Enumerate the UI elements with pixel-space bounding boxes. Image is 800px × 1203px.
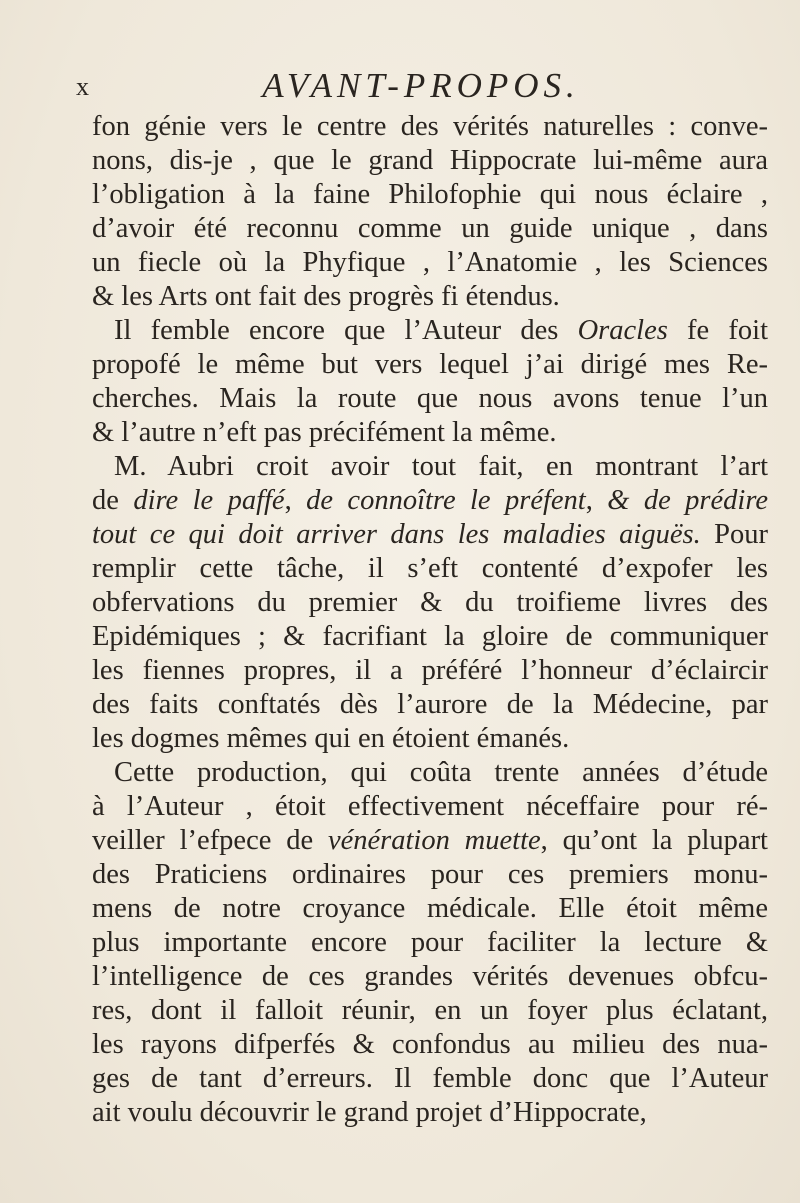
- page-number: x: [76, 72, 90, 101]
- text-span: veiller l’efpece de: [92, 825, 328, 856]
- text-line: [92, 960, 768, 994]
- text-line: [92, 722, 768, 756]
- text-span: ,: [585, 485, 608, 516]
- text-line: [92, 892, 768, 926]
- text-line: [92, 858, 768, 892]
- text-span: Cette production, qui coûta trente années d’étude: [114, 757, 768, 788]
- text-span: res, dont il falloit réunir, en un foyer plus éclatant,: [92, 995, 768, 1026]
- text-span: Il femble encore que l’Auteur des: [114, 315, 578, 346]
- text-line: [92, 756, 768, 790]
- text-span: propofé le même but vers lequel j’ai dirigé mes Re-: [92, 349, 768, 380]
- italic-text: vénération muette: [327, 825, 541, 856]
- text-span: d’avoir été reconnu comme un guide unique , dans: [92, 213, 768, 244]
- text-line: [92, 348, 768, 382]
- text-line: [92, 416, 768, 450]
- text-span: & l’autre n’eft pas précifément la même.: [92, 417, 557, 448]
- text-span: mens de notre croyance médicale. Elle étoit même: [92, 893, 768, 924]
- text-span: remplir cette tâche, il s’eft contenté d’expofer les: [92, 553, 768, 584]
- running-title: AVANT-PROPOS.: [262, 66, 580, 105]
- text-line: [92, 688, 768, 722]
- text-line: [92, 144, 768, 178]
- text-span: plus importante encore pour faciliter la lecture &: [92, 927, 768, 958]
- text-span: de: [92, 485, 134, 516]
- italic-text: tout ce qui doit arriver dans les maladies aiguës.: [92, 519, 701, 550]
- text-span: cherches. Mais la route que nous avons tenue l’un: [92, 383, 768, 414]
- text-span: & les Arts ont fait des progrès fi étendus.: [92, 281, 560, 312]
- text-line: [92, 586, 768, 620]
- text-span: l’obligation à la faine Philofophie qui nous éclaire ,: [92, 179, 768, 210]
- text-line: [92, 790, 768, 824]
- text-span: ait voulu découvrir le grand projet d’Hippocrate,: [92, 1097, 647, 1128]
- page-header: [76, 66, 766, 110]
- text-line: [92, 620, 768, 654]
- text-span: ges de tant d’erreurs. Il femble donc que l’Auteur: [92, 1063, 768, 1094]
- italic-text: & de prédire: [607, 485, 769, 516]
- text-line: [92, 314, 768, 348]
- text-span: fon génie vers le centre des vérités naturelles : conve-: [92, 111, 768, 142]
- italic-text: dire le paffé: [133, 485, 285, 516]
- body-text: [92, 110, 768, 1130]
- text-span: M. Aubri croit avoir tout fait, en montrant l’art: [114, 451, 768, 482]
- text-span: les dogmes mêmes qui en étoient émanés.: [92, 723, 570, 754]
- text-span: un fiecle où la Phyfique , l’Anatomie , les Sciences: [92, 247, 768, 278]
- text-span: les rayons difperfés & confondus au milieu des nua-: [92, 1029, 768, 1060]
- text-line: [92, 1062, 768, 1096]
- text-span: des Praticiens ordinaires pour ces premiers monu-: [92, 859, 768, 890]
- text-span: à l’Auteur , étoit effectivement néceffaire pour ré-: [92, 791, 768, 822]
- text-span: obfervations du premier & du troifieme livres des: [92, 587, 768, 618]
- text-line: [92, 994, 768, 1028]
- text-span: , qu’ont la plupart: [540, 825, 768, 856]
- text-span: ,: [284, 485, 307, 516]
- text-line: [92, 178, 768, 212]
- text-line: [92, 280, 768, 314]
- text-line: [92, 654, 768, 688]
- text-span: Epidémiques ; & facrifiant la gloire de communiquer: [92, 621, 768, 652]
- text-line: [92, 552, 768, 586]
- text-line: [92, 926, 768, 960]
- text-line: [92, 1096, 768, 1130]
- italic-text: de connoître le préfent: [306, 485, 586, 516]
- text-line: [92, 212, 768, 246]
- text-span: des faits conftatés dès l’aurore de la Médecine, par: [92, 689, 768, 720]
- text-span: l’intelligence de ces grandes vérités devenues obfcu-: [92, 961, 768, 992]
- text-span: nons, dis-je , que le grand Hippocrate lui-même aura: [92, 145, 768, 176]
- text-line: [92, 1028, 768, 1062]
- text-line: [92, 824, 768, 858]
- text-line: [92, 450, 768, 484]
- text-span: fe foit: [667, 315, 768, 346]
- text-line: [92, 484, 768, 518]
- text-line: [92, 382, 768, 416]
- italic-text: Oracles: [577, 315, 668, 346]
- text-line: [92, 518, 768, 552]
- text-line: [92, 246, 768, 280]
- text-line: [92, 110, 768, 144]
- text-span: Pour: [700, 519, 768, 550]
- text-span: les fiennes propres, il a préféré l’honneur d’éclaircir: [92, 655, 768, 686]
